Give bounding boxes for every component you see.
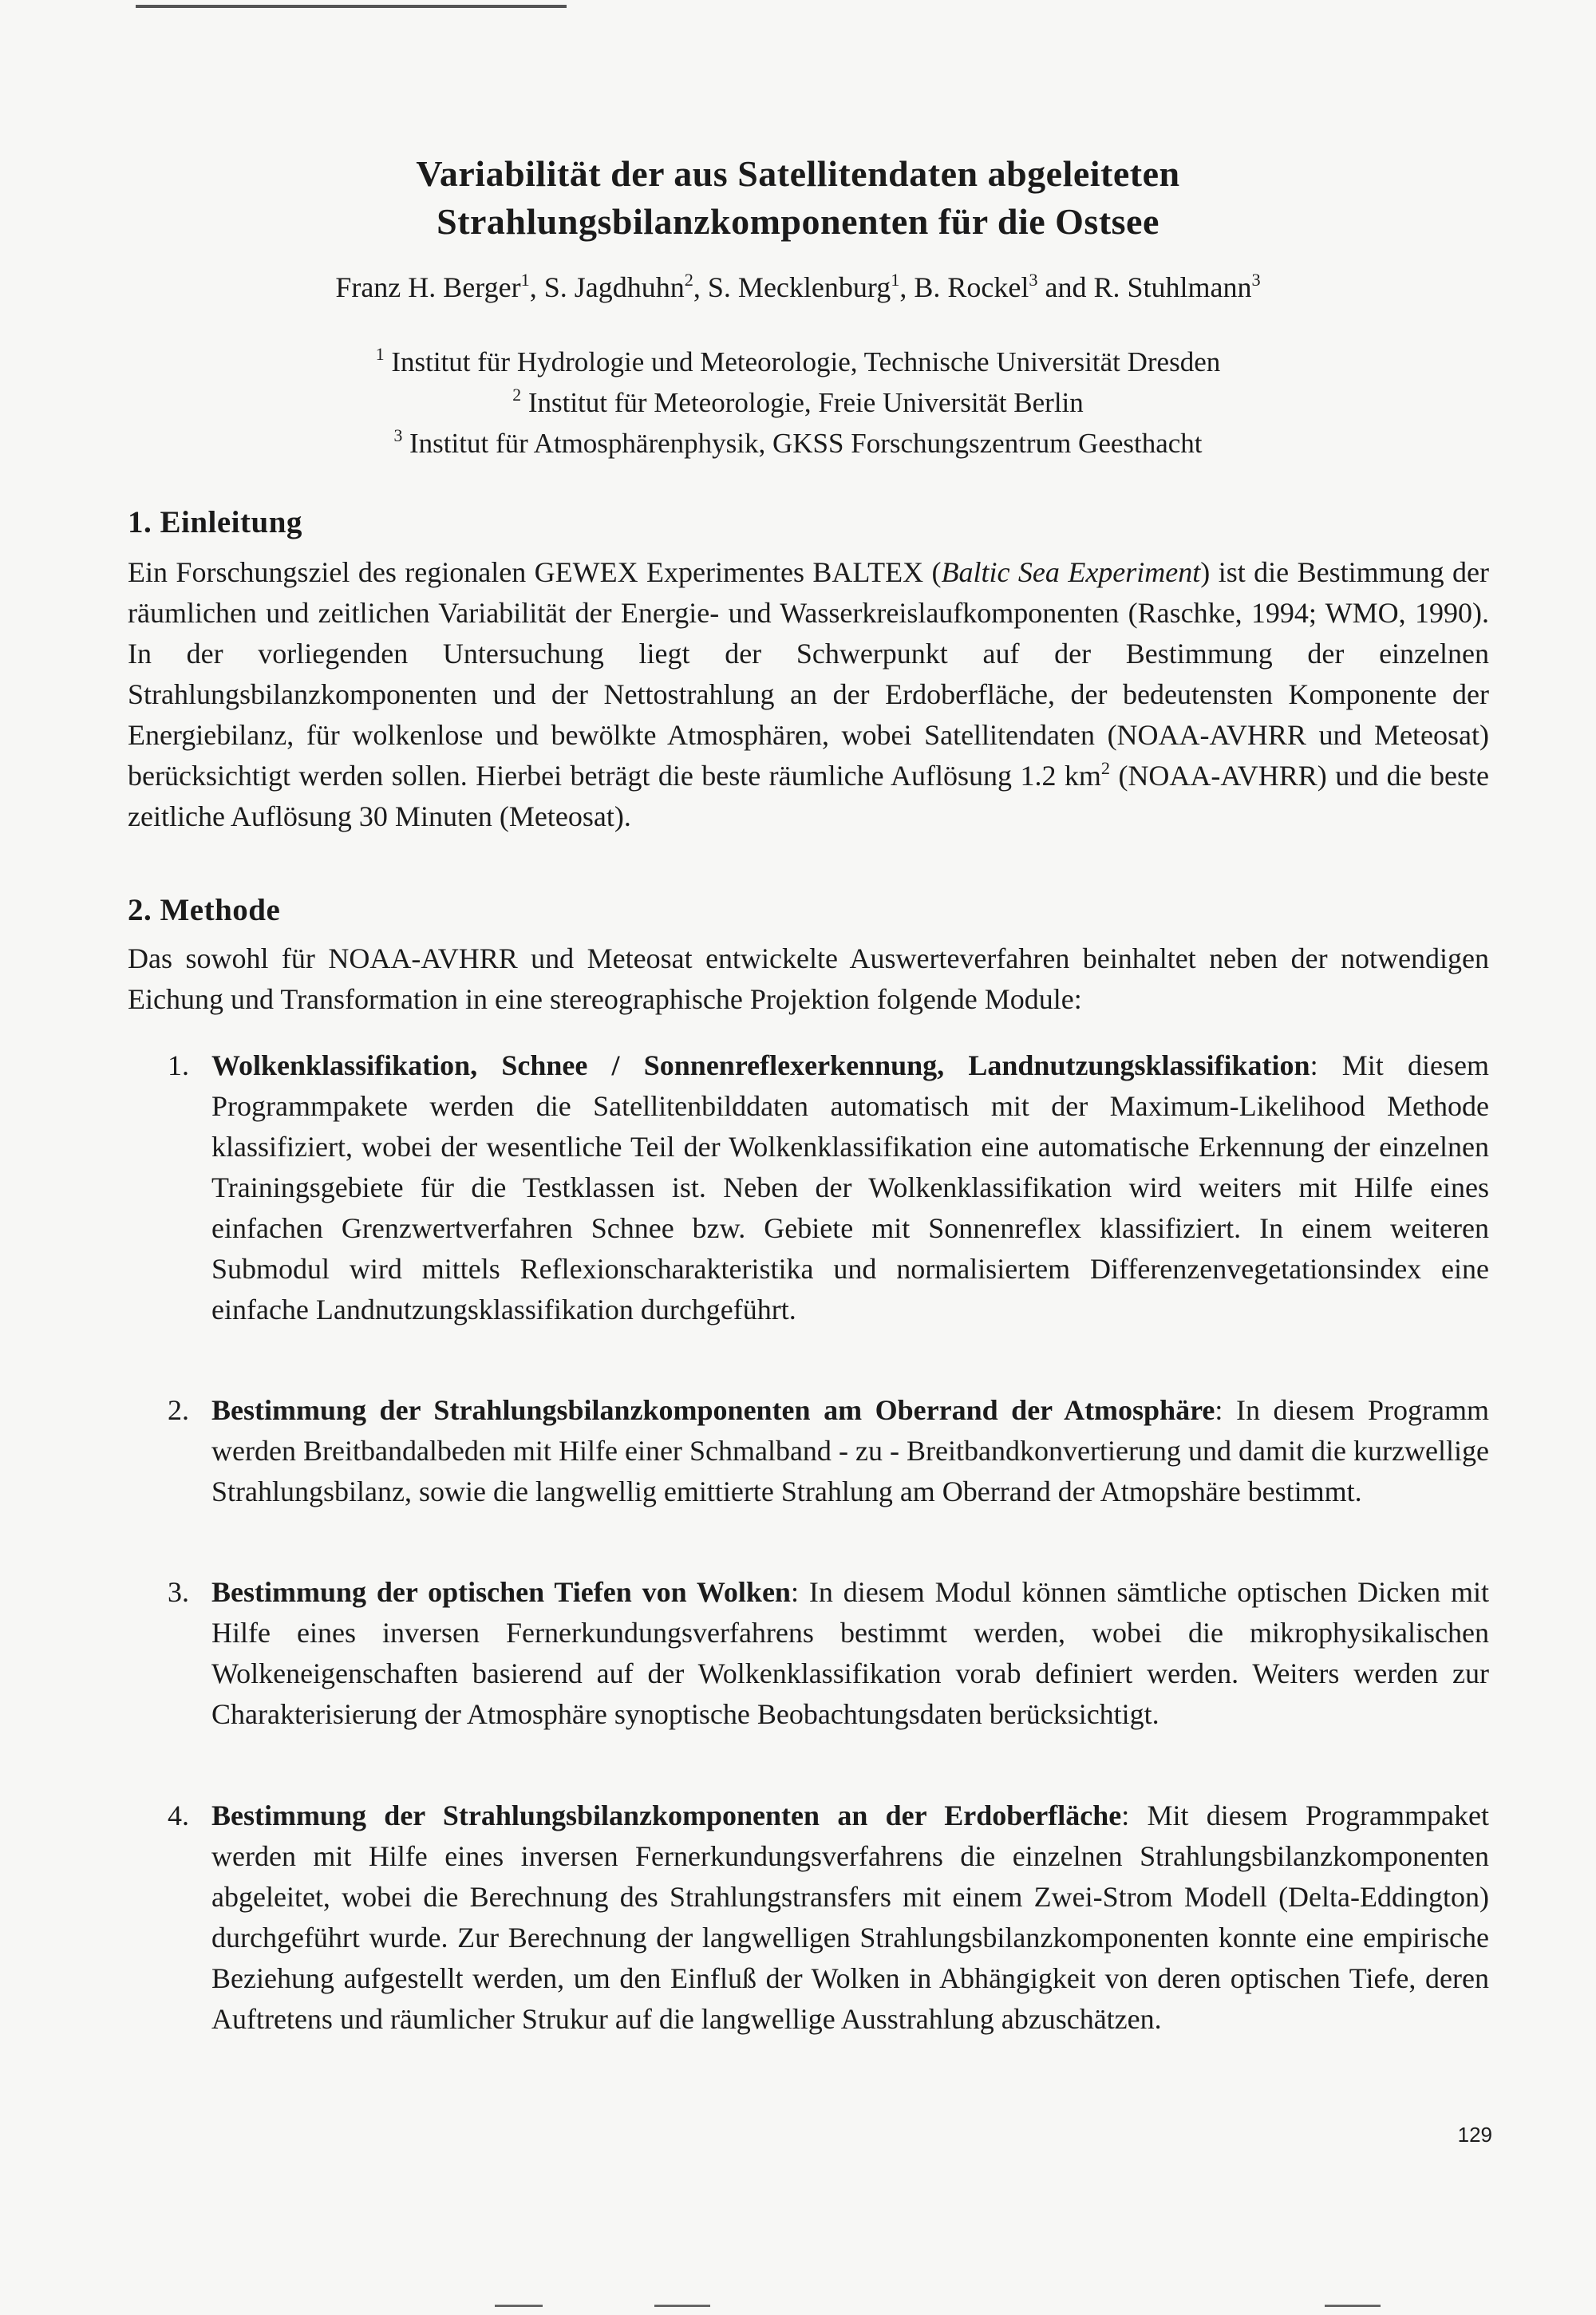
affiliation-text: Institut für Meteorologie, Freie Universität Berlin: [527, 387, 1084, 418]
list-item-body: [211, 1045, 1489, 1330]
author-name: Franz H. Berger: [335, 271, 521, 303]
paper-title: [0, 150, 1596, 246]
list-number: 4.: [168, 1799, 189, 1831]
superscript: 2: [1100, 757, 1111, 778]
method-intro-paragraph: Das sowohl für NOAA-AVHRR und Meteosat entwickelte Auswerteverfahren beinhaltet neben der notwendigen Eichung und Transformation in eine stereographische Projektion folgende Module:: [128, 942, 1489, 1015]
author-name: and R. Stuhlmann: [1037, 271, 1252, 303]
author-name: , B. Rockel: [899, 271, 1029, 303]
affiliation-mark: 3: [1251, 269, 1261, 290]
scan-mark: [1325, 2305, 1381, 2307]
list-number: 1.: [168, 1049, 189, 1081]
text-run: Ein Forschungsziel des regionalen GEWEX Experimentes BALTEX (: [128, 556, 942, 588]
page-number: 129: [1457, 2123, 1492, 2147]
list-item-body: [211, 1572, 1489, 1735]
intro-paragraph: [128, 552, 1489, 837]
list-item-text: : Mit diesem Programmpaket werden mit Hilfe eines inversen Fernerkundungsverfahrens die einzelnen Strahlungsbilanzkomponenten abgeleitet, wobei die Berechnung des Strahlungstransfers mit einem Zwei-Strom Modell (Delta-Eddington) durchgeführt wurde. Zur Berechnung der langwelligen Strahlungsbilanzkomponenten konnte eine empirische Beziehung aufgestellt werden, um den Einfluß der Wolken in Abhängigkeit von deren optischen Tiefe, deren Auftretens und räumlicher Strukur auf die langwellige Ausstrahlung abzuschätzen.: [211, 1799, 1489, 2035]
list-number: 2.: [168, 1394, 189, 1426]
title-line-1: Variabilität der aus Satellitendaten abgeleiteten: [416, 153, 1180, 194]
list-item-text: : Mit diesem Programmpakete werden die Satellitenbilddaten automatisch mit der Maximum-Likelihood Methode klassifiziert, wobei der wesentliche Teil der Wolkenklassifikation eine automatische Erkennung der einzelnen Trainingsgebiete für die Testklassen ist. Neben der Wolkenklassifikation wird weiters mit Hilfe eines einfachen Grenzwertverfahren Schnee bzw. Gebiete mit Sonnenreflex klassifiziert. In einem weiteren Submodul wird mittels Reflexionscharakteristika und normalisiertem Differenzenvegetationsindex eine einfache Landnutzungsklassifikation durchgeführt.: [211, 1049, 1489, 1325]
text-run: (NOAA-AVHRR) und die beste zeitliche Auflösung 30 Minuten (Meteosat).: [128, 760, 1489, 832]
affiliation-text: Institut für Atmosphärenphysik, GKSS Forschungszentrum Geesthacht: [409, 428, 1203, 459]
scan-mark: [654, 2305, 710, 2307]
affiliation-mark: 2: [512, 385, 522, 405]
list-number: 3.: [168, 1576, 189, 1608]
affiliation-mark: 1: [375, 345, 385, 365]
list-item: [168, 1045, 1489, 1330]
affiliation: [0, 423, 1596, 464]
affiliation-list: [0, 342, 1596, 464]
affiliation-mark: 1: [891, 269, 900, 290]
list-item-heading: Bestimmung der optischen Tiefen von Wolken: [211, 1576, 791, 1608]
list-item-heading: Wolkenklassifikation, Schnee / Sonnenreflexerkennung, Landnutzungsklassifikation: [211, 1049, 1310, 1081]
title-line-2: Strahlungsbilanzkomponenten für die Ostsee: [437, 201, 1159, 242]
list-item: [168, 1796, 1489, 2040]
list-item-text: : In diesem Programm werden Breitbandalbeden mit Hilfe einer Schmalband - zu - Breitbandkonvertierung und damit die kurzwellige Strahlungsbilanz, sowie die langwellig emittierte Strahlung am Oberrand der Atmopshäre bestimmt.: [211, 1394, 1489, 1507]
top-rule: [136, 5, 567, 8]
affiliation: [0, 342, 1596, 382]
text-run: ) ist die Bestimmung der räumlichen und zeitlichen Variabilität der Energie- und Wasserkreislaufkomponenten (Raschke, 1994; WMO, 1990). In der vorliegenden Untersuchung liegt der Schwerpunkt auf der Bestimmung der einzelnen Strahlungsbilanzkomponenten und der Nettostrahlung an der Erdoberfläche, der bedeutensten Komponente der Energiebilanz, für wolkenlose und bewölkte Atmosphären, wobei Satellitendaten (NOAA-AVHRR und Meteosat) berücksichtigt werden sollen. Hierbei beträgt die beste räumliche Auflösung 1.2 km: [128, 556, 1489, 792]
author-name: , S. Jagdhuhn: [529, 271, 685, 303]
affiliation-text: Institut für Hydrologie und Meteorologie, Technische Universität Dresden: [391, 346, 1221, 377]
affiliation-mark: 3: [1029, 269, 1038, 290]
affiliation-mark: 1: [520, 269, 530, 290]
scan-mark: [495, 2305, 543, 2307]
italic-term: Baltic Sea Experiment: [941, 556, 1201, 588]
list-item-body: [211, 1796, 1489, 2040]
author-list: [0, 270, 1596, 305]
list-item-text: : In diesem Modul können sämtliche optischen Dicken mit Hilfe eines inversen Fernerkundungsverfahrens bestimmt werden, wobei die mikrophysikalischen Wolkeneigenschaften basierend auf der Wolkenklassifikation vorab definiert werden. Weiters werden zur Charakterisierung der Atmosphäre synoptische Beobachtungsdaten berücksichtigt.: [211, 1576, 1489, 1730]
section-heading-methode: 2. Methode: [128, 893, 281, 927]
affiliation: [0, 382, 1596, 423]
list-item-body: [211, 1390, 1489, 1512]
affiliation-mark: 3: [393, 426, 403, 446]
list-item-heading: Bestimmung der Strahlungsbilanzkomponenten am Oberrand der Atmosphäre: [211, 1394, 1215, 1426]
list-item: [168, 1572, 1489, 1735]
section-heading-einleitung: 1. Einleitung: [128, 505, 302, 539]
list-item-heading: Bestimmung der Strahlungsbilanzkomponenten an der Erdoberfläche: [211, 1799, 1122, 1831]
list-item: [168, 1390, 1489, 1512]
affiliation-mark: 2: [684, 269, 693, 290]
author-name: , S. Mecklenburg: [693, 271, 891, 303]
